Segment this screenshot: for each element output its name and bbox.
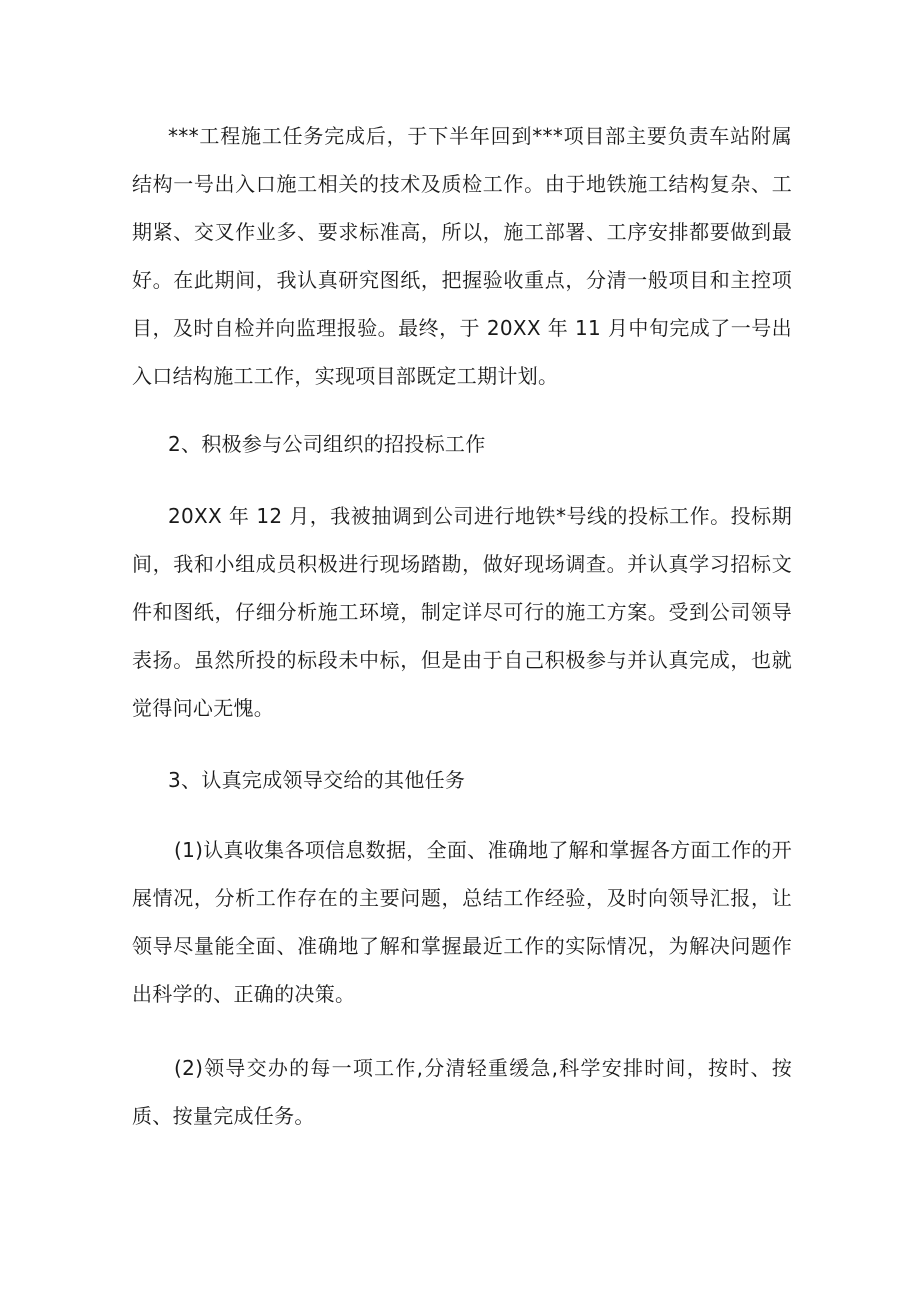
section-heading-other-tasks: 3、认真完成领导交给的其他任务 bbox=[168, 768, 466, 792]
list-item-collect-data: (1)认真收集各项信息数据，全面、准确地了解和掌握各方面工作的开展情况，分析工作存在的主要问题，总结工作经验，及时向领导汇报，让领导尽量能全面、准确地了解和掌握最近工作的实际情况，为解决问题作出科学的、正确的决策。 bbox=[132, 838, 792, 1006]
list-item-assigned-work: (2)领导交办的每一项工作,分清轻重缓急,科学安排时间，按时、按质、按量完成任务。 bbox=[132, 1056, 792, 1128]
paragraph-bidding-work: 20XX 年 12 月，我被抽调到公司进行地铁*号线的投标工作。投标期间，我和小组成员积极进行现场踏勘，做好现场调查。并认真学习招标文件和图纸，仔细分析施工环境，制定详尽可行的施工方案。受到公司领导表扬。虽然所投的标段未中标，但是由于自己积极参与并认真完成，也就觉得问心无愧。 bbox=[132, 504, 792, 720]
section-heading-bidding: 2、积极参与公司组织的招投标工作 bbox=[168, 432, 486, 456]
paragraph-construction-work: ***工程施工任务完成后，于下半年回到***项目部主要负责车站附属结构一号出入口施工相关的技术及质检工作。由于地铁施工结构复杂、工期紧、交叉作业多、要求标准高，所以，施工部署、工序安排都要做到最好。在此期间，我认真研究图纸，把握验收重点，分清一般项目和主控项目，及时自检并向监理报验。最终，于 20XX 年 11 月中旬完成了一号出入口结构施工工作，实现项目部既定工期计划。 bbox=[132, 124, 792, 388]
